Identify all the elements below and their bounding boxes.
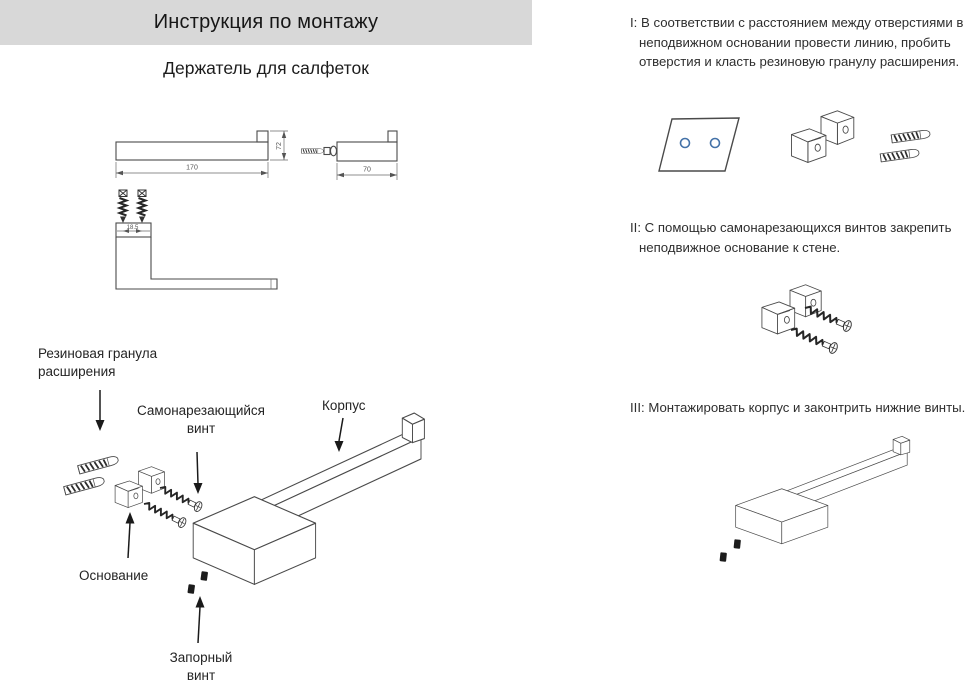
body-drawing xyxy=(193,413,424,584)
base-block-drawing xyxy=(762,285,821,334)
step-1-text: I: В соответствии с расстоянием между отверстиями в неподвижном основании провести линию, пробить отверстия и класть резиновую гранулу расширения. xyxy=(630,15,964,69)
set-screw-icon xyxy=(187,584,195,594)
dim-length: 170 xyxy=(186,164,198,172)
step-2-illustration xyxy=(733,272,913,387)
header-bar xyxy=(0,0,532,45)
dim-height: 72 xyxy=(276,142,283,150)
label-base: Основание xyxy=(79,568,149,583)
screw-icon xyxy=(803,303,853,333)
end-view-drawing xyxy=(301,131,397,180)
step-3-illustration xyxy=(688,423,968,613)
set-screw-icon xyxy=(200,571,208,581)
label-lock-screw: Запорный винт xyxy=(169,650,233,683)
screw-icon xyxy=(789,325,839,355)
screw-icon xyxy=(119,190,127,223)
label-body: Корпус xyxy=(322,398,366,413)
anchor-icon xyxy=(78,455,119,474)
set-screw-icon xyxy=(720,552,727,562)
base-block-drawing xyxy=(115,467,164,508)
exploded-diagram xyxy=(20,378,560,694)
anchor-icon xyxy=(891,130,930,143)
screw-icon xyxy=(142,499,188,528)
step-1-illustration xyxy=(648,103,948,203)
wall-plate-drawing xyxy=(659,118,739,171)
screw-icon xyxy=(138,190,146,223)
product-subtitle: Держатель для салфеток xyxy=(163,58,369,78)
label-rubber-plug: Резиновая гранула расширения xyxy=(38,346,158,379)
step-3-text: III: Монтажировать корпус и законтрить нижние винты. xyxy=(630,400,966,415)
mounting-hole xyxy=(681,139,690,148)
body-drawing xyxy=(736,436,910,544)
set-screw-icon xyxy=(734,539,741,549)
dim-depth: 70 xyxy=(363,166,371,174)
step-2-text: II: С помощью самонарезающихся винтов закрепить неподвижное основание к стене. xyxy=(630,220,952,255)
dim-hole-spacing: 18.5 xyxy=(126,225,139,231)
label-self-tapping-screw: Самонарезающийся винт xyxy=(137,403,265,436)
base-block-drawing xyxy=(791,111,853,163)
screw-head-icon xyxy=(324,148,330,155)
side-view-drawing xyxy=(116,131,288,178)
dimension-drawing xyxy=(60,100,520,310)
top-view-drawing xyxy=(116,190,277,289)
mounting-hole xyxy=(711,139,720,148)
anchor-icon xyxy=(880,149,919,162)
page-title: Инструкция по монтажу xyxy=(153,11,379,33)
anchor-icon xyxy=(64,476,105,495)
anchor-icon xyxy=(301,149,323,154)
